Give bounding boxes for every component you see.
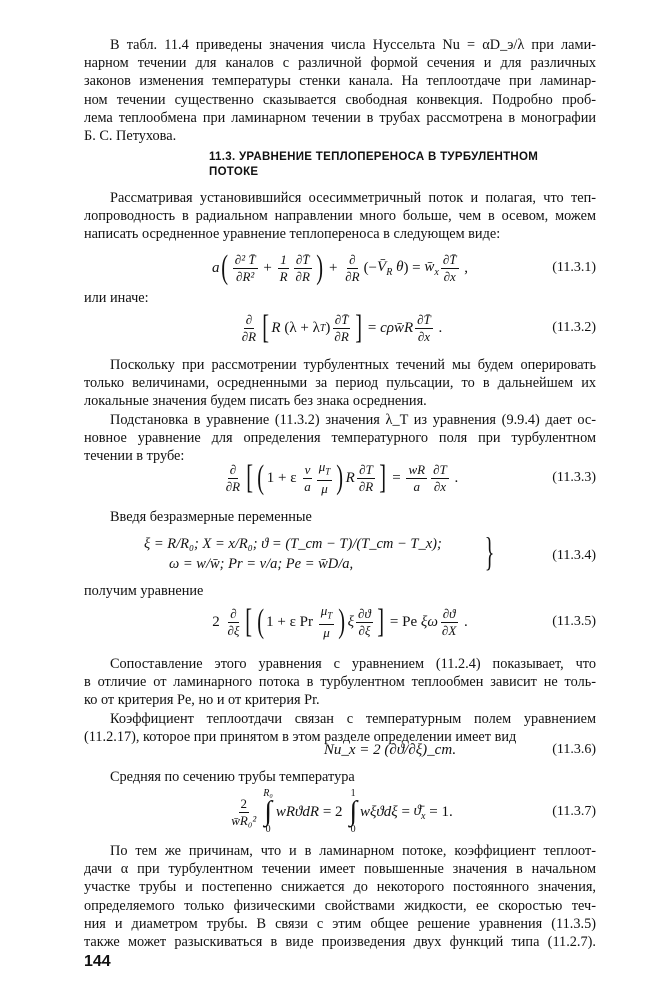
text-line: В табл. 11.4 приведены значения числа Нуссельта Nu = αD_э/λ при лами-: [110, 37, 596, 53]
equation-body: $\frac{\partial}{\partial R}$ [ ( 1 + ε $\frac{\nu}{a}$ $\frac{\mu_T}{\mu}$ ) R $\frac{\partial T}{\partial R}$ ] = $\frac{wR}{a}$ $\frac{\partial T}{\partial x}$ .: [225, 459, 459, 496]
equation-body: [144, 534, 442, 574]
equation-11-3-3: [84, 456, 596, 500]
text-line: или иначе:: [84, 290, 149, 306]
text-line: (11.2.17), которое при принятом в этом разделе определении имеет вид: [84, 729, 517, 746]
text-line: также может разыскиваться в виде произведения двух функций типа (11.2.7).: [84, 934, 596, 951]
equation-11-3-4: [84, 529, 596, 578]
text-line: в отличие от ламинарного потока в турбулентном теплообмен зависит не толь-: [84, 674, 596, 691]
text-line: Средняя по сечению трубы температура: [110, 769, 355, 785]
text-line: лопроводность в радиальном направлении много больше, чем в осевом, можем: [84, 208, 596, 225]
text-line: ном течении существенно сказывается свободная конвекция. Подробно проб-: [84, 91, 596, 108]
paragraph-nusselt-intro: [84, 36, 596, 145]
equation-number: (11.3.4): [552, 548, 596, 563]
text-line: участке трубы и постепенно снижается до некоторого постоянного значения,: [84, 879, 596, 896]
equation-number: (11.3.7): [552, 804, 596, 819]
equation-11-3-1: [84, 246, 596, 290]
text-line: ния и диаметром трубы. В связи с этим общее решение уравнения (11.3.5): [84, 915, 596, 932]
text-line: дачи α при турбулентном течении имеет повышенные значения в начальном: [84, 861, 596, 878]
text-line: течении в трубе:: [84, 448, 185, 465]
equation-body: a ( $\frac{\text{∂² T̄}}{\text{∂R²}}$ + $\frac{1}{R}$ $\frac{\partial T̄}{\partial R}$ ) + $\frac{\partial}{\partial R}$ (− $V̄_R$ θ ) = $w̄_x$ $\frac{\partial T̄}{\partial x}$ ,: [211, 249, 469, 286]
text-line: только величинами, осредненными за период пульсации, то в дальнейшем их: [84, 375, 596, 392]
equation-number: (11.3.5): [552, 614, 596, 629]
equation-body: Nu_x = 2 (∂ϑ/∂ξ)_ст.: [323, 741, 457, 758]
section-heading: [209, 150, 599, 180]
equation-11-3-5: [84, 600, 596, 644]
equation-line: ω = w/w̄; Pr = ν/a; Pe = w̄D/a,: [169, 556, 354, 572]
equation-number: (11.3.6): [552, 742, 596, 757]
paragraph-entrance-region: [84, 842, 596, 951]
text-line: написать осредненное уравнение теплопереноса в следующем виде:: [84, 226, 501, 243]
paragraph-averaging: [84, 356, 596, 411]
equation-number: (11.3.3): [552, 470, 596, 485]
text-or-otherwise: [84, 289, 596, 307]
text-line: Б. С. Петухова.: [84, 128, 177, 145]
text-line: Рассматривая установившийся осесимметричный поток и полагая, что теп-: [110, 190, 596, 206]
equation-11-3-2: [84, 306, 596, 350]
equation-11-3-7: [84, 786, 596, 838]
text-line: Введя безразмерные переменные: [110, 509, 312, 525]
text-line: нарном течении для каналов с различной формой сечения и для различных: [84, 55, 596, 72]
equation-number: (11.3.1): [552, 260, 596, 275]
right-brace: }: [484, 529, 495, 574]
section-heading-line: 11.3. УРАВНЕНИЕ ТЕПЛОПЕРЕНОСА В ТУРБУЛЕНТНОМ: [209, 151, 539, 163]
text-dimensionless-intro: [84, 508, 596, 526]
equation-body: $\frac{2}{\text{w̄R₀²}}$ R₀ ∫ 0 wRϑdR = 2 1 ∫ 0 wξϑdξ = $ϑ̄_x$ = 1.: [231, 788, 453, 835]
text-line: По тем же причинам, что и в ламинарном потоке, коэффициент теплоот-: [110, 843, 596, 859]
text-line: Коэффициент теплоотдачи связан с температурным полем уравнением: [110, 711, 596, 727]
equation-body: $\frac{\partial}{\partial R}$ [ R (λ + λ T ) $\frac{\partial T̄}{\partial R}$ ] = cρw̄R $\frac{\partial T̄}{\partial x}$ .: [241, 309, 443, 346]
text-line: Сопоставление этого уравнения с уравнением (11.2.4) показывает, что: [110, 656, 596, 672]
equation-line: ξ = R/R₀; X = x/R₀; ϑ = (T_ст − T)/(T_ст − T_x);: [144, 536, 442, 552]
text-line: локальные значения будем писать без знака осреднения.: [84, 393, 427, 410]
text-we-obtain: [84, 582, 596, 600]
equation-11-3-6: [84, 738, 596, 762]
text-line: Подстановка в уравнение (11.3.2) значения λ_T из уравнения (9.9.4) дает ос-: [110, 412, 596, 428]
paragraph-derivation: [84, 189, 596, 244]
text-line: лема теплообмена при ламинарном течении в трубах рассмотрена в монографии: [84, 109, 596, 126]
text-mean-temperature: [84, 768, 596, 786]
paragraph-comparison: [84, 655, 596, 710]
text-line: ко от критерия Pe, но и от критерия Pr.: [84, 692, 320, 709]
equation-number: (11.3.2): [552, 320, 596, 335]
section-heading-line: ПОТОКЕ: [209, 166, 259, 178]
page-number: 144: [84, 953, 111, 970]
text-line: Поскольку при рассмотрении турбулентных течений мы будем оперировать: [110, 357, 596, 373]
text-line: законов изменения температуры стенки канала. На теплоотдаче при ламинар-: [84, 73, 596, 90]
text-line: получим уравнение: [84, 583, 204, 599]
text-line: определяемого только физическими свойствами жидкости, ее скоростью теч-: [84, 897, 596, 914]
text-line: новное уравнение для определения температурного поля при турбулентном: [84, 430, 596, 447]
equation-body: 2 $\frac{\partial}{\partial\xi}$ [ ( 1 + ε Pr $\frac{\mu_T}{\mu}$ ) ξ $\frac{\partial ϑ}{\partial\xi}$ ] = Pe ξω $\frac{\partial ϑ}{\partial X}$ .: [212, 603, 468, 640]
